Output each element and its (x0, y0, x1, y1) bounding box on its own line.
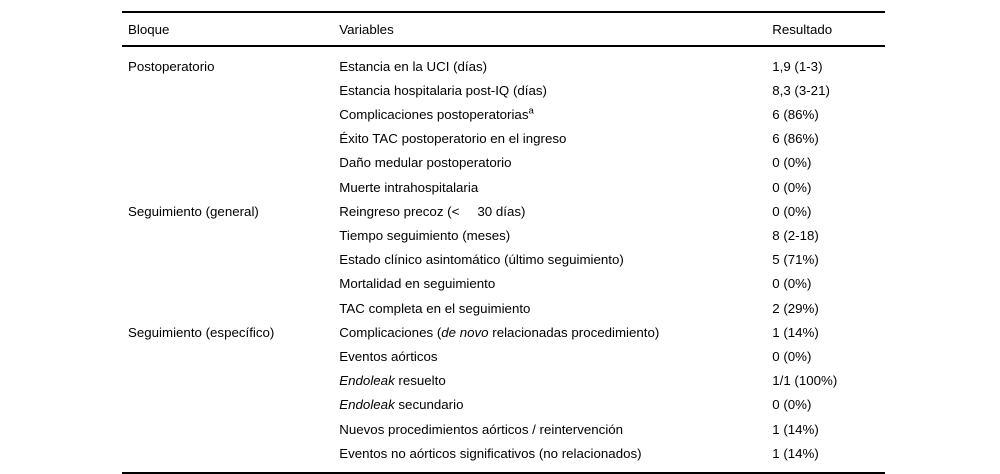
cell-bloque-empty (122, 151, 339, 175)
cell-variable: Mortalidad en seguimiento (339, 276, 496, 292)
table-row (122, 441, 885, 473)
cell-bloque-empty (122, 224, 339, 248)
cell-bloque-empty (122, 417, 339, 441)
cell-variable: Estado clínico asintomático (último seguimiento) (339, 252, 624, 268)
cell-variable: Complicaciones (de novo relacionadas procedimiento) (339, 324, 660, 340)
cell-resultado: 1 (14%) (772, 421, 819, 437)
table-row (122, 46, 885, 78)
variable-italic-term: de novo (441, 324, 489, 340)
cell-resultado: 0 (0%) (772, 155, 812, 171)
cell-variable: Estancia en la UCI (días) (339, 58, 488, 74)
cell-bloque: Seguimiento (general) (128, 203, 259, 219)
cell-bloque-empty (122, 272, 339, 296)
cell-bloque-empty (122, 248, 339, 272)
table-header-row (122, 12, 885, 46)
table-row (122, 199, 885, 223)
table-row (122, 224, 885, 248)
table-row (122, 320, 885, 344)
cell-resultado: 0 (0%) (772, 179, 812, 195)
cell-variable: Éxito TAC postoperatorio en el ingreso (339, 131, 567, 147)
table-row (122, 127, 885, 151)
cell-bloque-empty (122, 78, 339, 102)
table-row (122, 345, 885, 369)
cell-bloque-empty (122, 296, 339, 320)
cell-resultado: 8,3 (3-21) (772, 82, 830, 98)
cell-resultado: 1 (14%) (772, 441, 885, 473)
cell-variable: TAC completa en el seguimiento (339, 300, 531, 316)
results-table (122, 11, 885, 474)
cell-variable: Muerte intrahospitalaria (339, 179, 479, 195)
cell-resultado: 0 (0%) (772, 276, 812, 292)
variable-italic-term: Endoleak (339, 397, 395, 413)
table-row (122, 296, 885, 320)
cell-variable: Daño medular postoperatorio (339, 155, 512, 171)
table-row (122, 78, 885, 102)
cell-bloque-empty (122, 127, 339, 151)
variable-italic-term: Endoleak (339, 373, 395, 389)
cell-resultado: 2 (29%) (772, 300, 819, 316)
table-body (122, 46, 885, 473)
cell-resultado: 1/1 (100%) (772, 373, 838, 389)
results-table-container (122, 11, 885, 474)
table-row (122, 103, 885, 127)
cell-variable: Nuevos procedimientos aórticos / reintervención (339, 421, 624, 437)
table-row (122, 151, 885, 175)
cell-bloque-empty (122, 103, 339, 127)
cell-resultado: 0 (0%) (772, 348, 812, 364)
cell-resultado: 6 (86%) (772, 131, 819, 147)
cell-variable: Endoleak secundario (339, 397, 464, 413)
cell-resultado: 5 (71%) (772, 252, 819, 268)
table-row (122, 369, 885, 393)
cell-variable: Estancia hospitalaria post-IQ (días) (339, 82, 547, 98)
table-row (122, 417, 885, 441)
table-row (122, 248, 885, 272)
table-row (122, 272, 885, 296)
cell-resultado: 0 (0%) (772, 203, 812, 219)
cell-variable: Endoleak resuelto (339, 373, 446, 389)
column-header-bloque: Bloque (122, 12, 339, 46)
cell-bloque-empty (122, 441, 339, 473)
table-row (122, 175, 885, 199)
cell-bloque-empty (122, 175, 339, 199)
cell-bloque-empty (122, 369, 339, 393)
cell-resultado: 1,9 (1-3) (772, 58, 823, 74)
cell-variable: Tiempo seguimiento (meses) (339, 228, 511, 244)
column-header-variables: Variables (339, 12, 772, 46)
cell-bloque: Seguimiento (específico) (128, 324, 275, 340)
table-header (122, 12, 885, 46)
cell-bloque: Postoperatorio (128, 58, 215, 74)
cell-resultado: 6 (86%) (772, 107, 819, 123)
cell-bloque-empty (122, 393, 339, 417)
cell-variable: Reingreso precoz (< 30 días) (339, 203, 526, 219)
cell-bloque-empty (122, 345, 339, 369)
footnote-marker: a (528, 105, 534, 117)
cell-variable: Complicaciones postoperatorias$^a$ (339, 105, 534, 123)
cell-variable: Eventos no aórticos significativos (no relacionados) (339, 441, 772, 473)
cell-resultado: 1 (14%) (772, 324, 819, 340)
cell-variable: Eventos aórticos (339, 348, 438, 364)
column-header-resultado: Resultado (772, 12, 885, 46)
cell-resultado: 8 (2-18) (772, 228, 819, 244)
table-row (122, 393, 885, 417)
cell-resultado: 0 (0%) (772, 397, 812, 413)
